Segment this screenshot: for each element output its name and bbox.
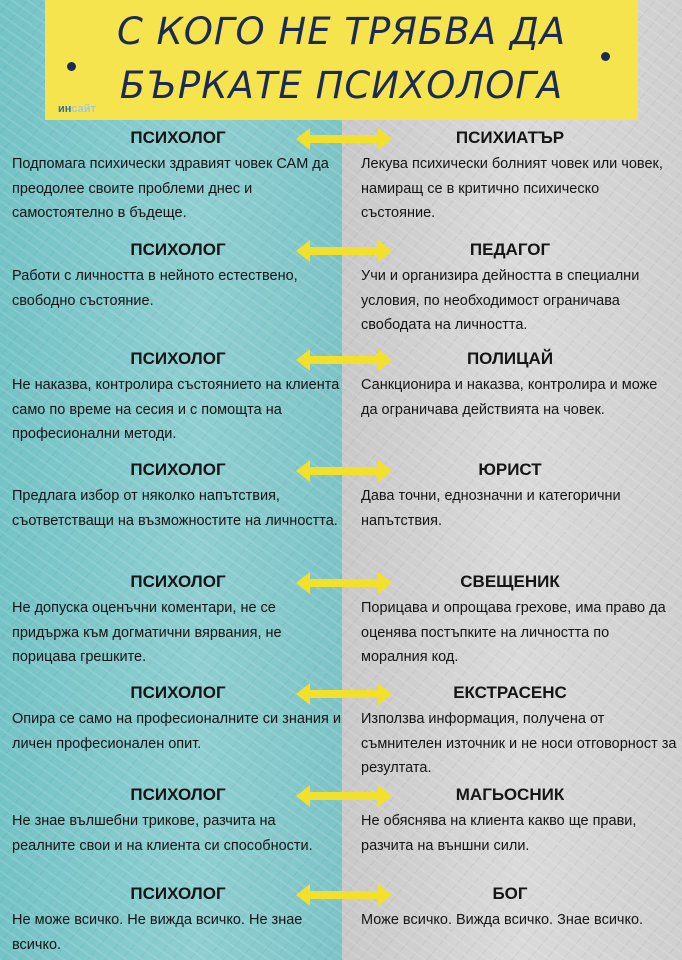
left-heading: ПСИХОЛОГ [130, 884, 226, 903]
right-heading: ПСИХИАТЪР [455, 128, 565, 147]
page-title-line2: БЪРКАТЕ ПСИХОЛОГА [119, 64, 564, 107]
left-description: Не наказва, контролира състоянието на клиента само по време на сесия и с помощта на професионални методи. [12, 377, 340, 442]
right-description: Порицава и опрощава грехове, има право да оценява постъпките на личността по моралния код. [361, 600, 666, 665]
left-heading: ПСИХОЛОГ [130, 785, 226, 804]
left-heading: ПСИХОЛОГ [130, 240, 226, 259]
left-description: Опира се само на професионалните си знания и личен професионален опит. [12, 711, 341, 752]
left-description: Не допуска оценъчни коментари, не се придържа към догматични вярвания, не порицава грешките. [12, 600, 282, 665]
right-heading: СВЕЩЕНИК [460, 572, 560, 591]
right-heading: МАГЬОСНИК [455, 785, 565, 804]
left-heading: ПСИХОЛОГ [130, 460, 226, 479]
right-heading: ПОЛИЦАЙ [466, 349, 554, 368]
right-description: Може всичко. Вижда всичко. Знае всичко. [361, 912, 644, 928]
right-heading: ЮРИСТ [478, 460, 542, 479]
right-description: Не обяснява на клиента какво ще прави, разчита на външни сили. [361, 813, 637, 854]
left-heading: ПСИХОЛОГ [130, 349, 226, 368]
right-heading: ПЕДАГОГ [469, 240, 551, 259]
left-description: Работи с личността в нейното естествено, свободно състояние. [12, 268, 298, 309]
left-description: Предлага избор от няколко напътствия, съответстващи на възможностите на личността. [12, 488, 338, 529]
banner-dot-right [601, 52, 610, 61]
right-description: Лекува психически болният човек или човек, намиращ се в критично психическо състояние. [361, 156, 663, 221]
left-heading: ПСИХОЛОГ [130, 572, 226, 591]
right-description: Използва информация, получена от съмнителен източник и не носи отговорност за резултата. [361, 711, 677, 776]
double-arrow-icon [296, 572, 392, 594]
left-description: Не може всичко. Не вижда всичко. Не знае всичко. [12, 912, 303, 953]
double-arrow-icon [296, 683, 392, 705]
left-heading: ПСИХОЛОГ [130, 683, 226, 702]
double-arrow-icon [296, 460, 392, 482]
brand-logo-part1: ин [58, 103, 72, 115]
double-arrow-icon [296, 349, 392, 371]
brand-logo-part2: сайт [71, 103, 96, 115]
brand-logo [58, 103, 96, 115]
right-heading: БОГ [492, 884, 528, 903]
right-description: Санкционира и наказва, контролира и може да ограничава действията на човек. [361, 377, 658, 418]
right-description: Дава точни, еднозначни и категорични напътствия. [361, 488, 621, 529]
title-banner [45, 0, 638, 120]
double-arrow-icon [296, 240, 392, 262]
left-description: Не знае вълшебни трикове, разчита на реалните свои и на клиента си способности. [12, 813, 313, 854]
right-description: Учи и организира дейността в специални условия, по необходимост ограничава свободата на личността. [361, 268, 640, 333]
page-title-line1: С КОГО НЕ ТРЯБВА ДА [116, 10, 567, 53]
double-arrow-icon [296, 884, 392, 906]
right-heading: ЕКСТРАСЕНС [453, 683, 567, 702]
left-description: Подпомага психически здравият човек САМ да преодолее своите проблеми днес и самостоятелно в бъдеще. [12, 156, 329, 221]
double-arrow-icon [296, 128, 392, 150]
left-heading: ПСИХОЛОГ [130, 128, 226, 147]
double-arrow-icon [296, 785, 392, 807]
